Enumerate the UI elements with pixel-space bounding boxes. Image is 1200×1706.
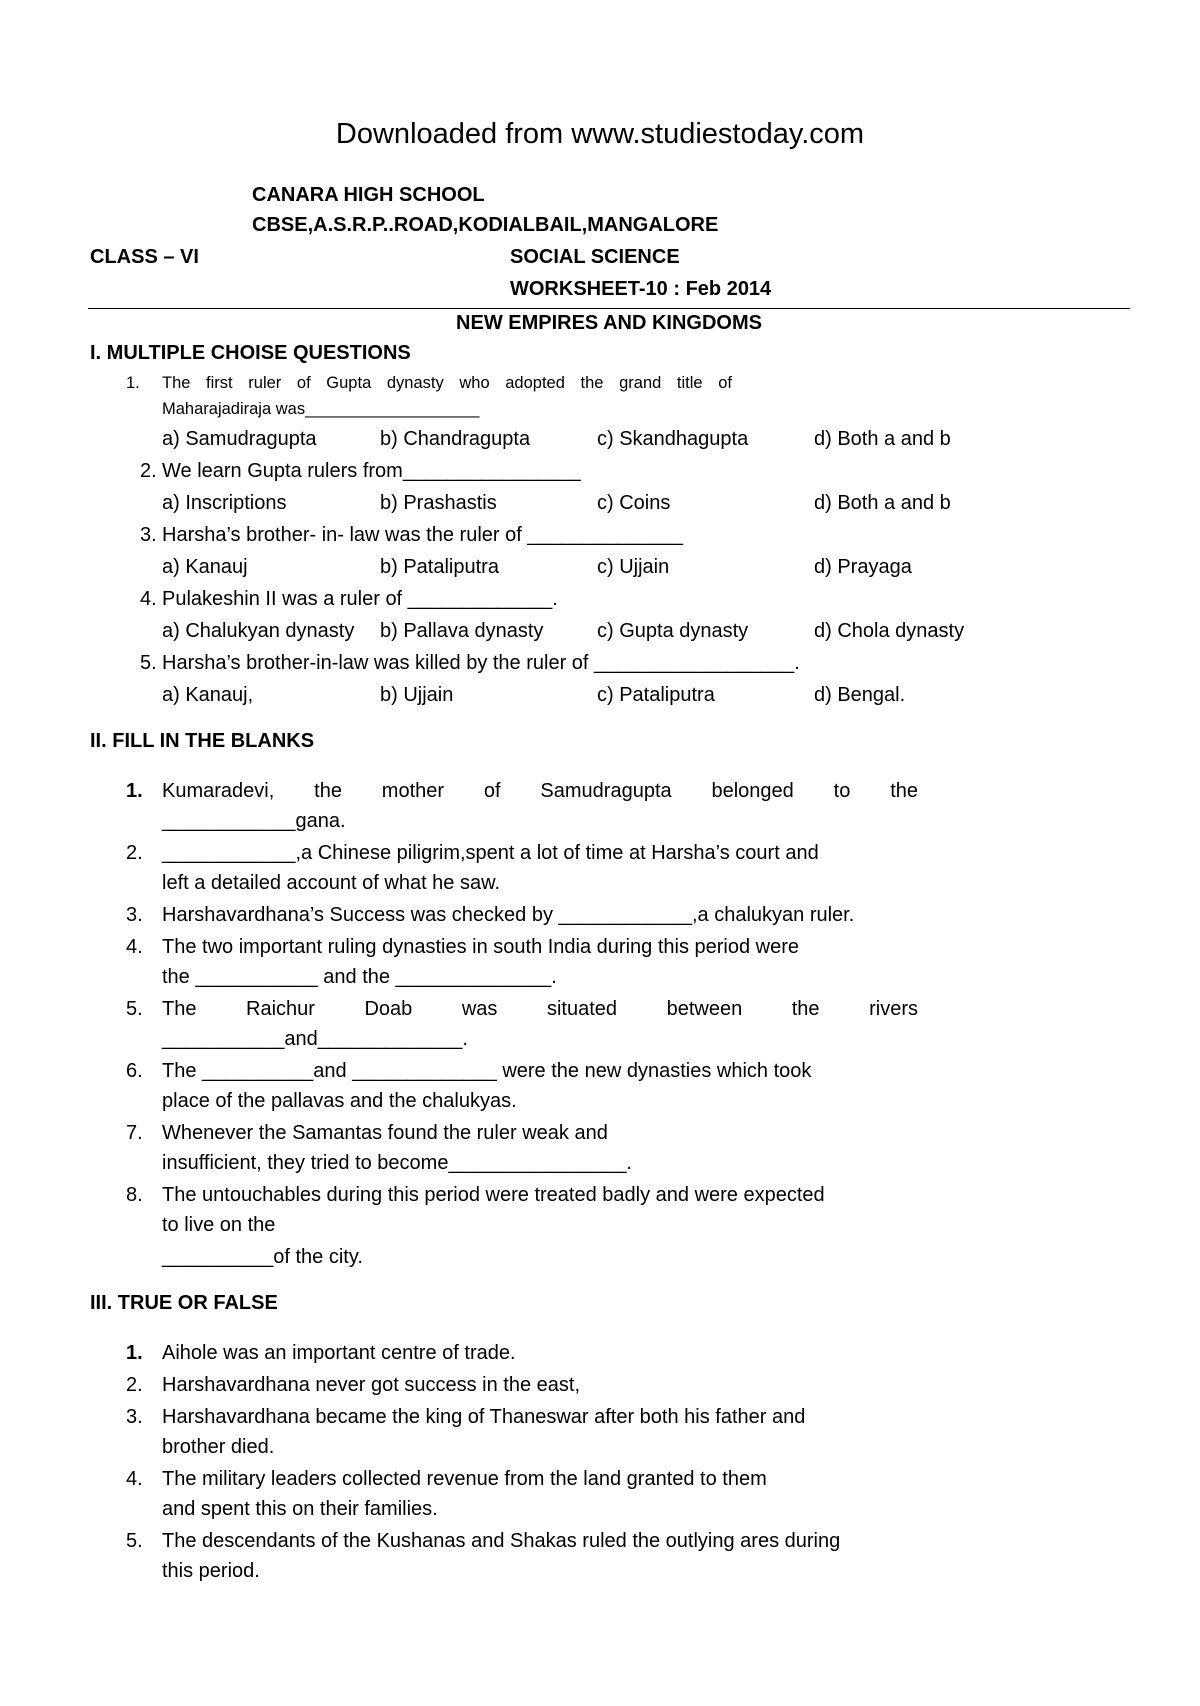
- subject-label: SOCIAL SCIENCE: [510, 246, 680, 268]
- item-line: Harshavardhana’s Success was checked by ____________,a chalukyan ruler.: [162, 904, 855, 926]
- question-line: The first ruler of Gupta dynasty who adopted the grand title of: [162, 374, 732, 392]
- item-line: brother died.: [162, 1436, 275, 1458]
- item-line: insufficient, they tried to become________________.: [162, 1152, 632, 1174]
- question-number: 4.: [140, 588, 157, 610]
- item-line: The two important ruling dynasties in south India during this period were: [162, 936, 800, 958]
- option-c: c) Skandhagupta: [597, 428, 749, 450]
- header-divider: [88, 308, 1130, 309]
- item-line: Aihole was an important centre of trade.: [162, 1342, 516, 1364]
- item-number: 5.: [126, 998, 143, 1020]
- option-a: a) Inscriptions: [162, 492, 287, 514]
- item-line: The __________and _____________ were the new dynasties which took: [162, 1060, 812, 1082]
- option-d: d) Both a and b: [814, 492, 951, 514]
- item-line: Kumaradevi, the mother of Samudragupta belonged to the: [162, 780, 918, 802]
- item-line: to live on the: [162, 1214, 276, 1236]
- worksheet-label: WORKSHEET-10 : Feb 2014: [510, 278, 772, 300]
- school-name: CANARA HIGH SCHOOL: [252, 184, 485, 206]
- item-line: ____________,a Chinese piligrim,spent a lot of time at Harsha’s court and: [162, 842, 819, 864]
- item-line: place of the pallavas and the chalukyas.: [162, 1090, 517, 1112]
- option-b: b) Ujjain: [380, 684, 454, 706]
- option-c: c) Pataliputra: [597, 684, 715, 706]
- item-text: [162, 780, 918, 803]
- option-c: c) Coins: [597, 492, 671, 514]
- item-number: 4.: [126, 936, 143, 958]
- item-line: left a detailed account of what he saw.: [162, 872, 500, 894]
- option-a: a) Chalukyan dynasty: [162, 620, 355, 642]
- item-line: Harshavardhana became the king of Thaneswar after both his father and: [162, 1406, 806, 1428]
- question-line: We learn Gupta rulers from________________: [162, 460, 581, 482]
- item-line: The descendants of the Kushanas and Shakas ruled the outlying ares during: [162, 1530, 841, 1552]
- item-number: 7.: [126, 1122, 143, 1144]
- question-number: 2.: [140, 460, 157, 482]
- section-heading-mcq: I. MULTIPLE CHOISE QUESTIONS: [90, 342, 411, 364]
- option-b: b) Prashastis: [380, 492, 497, 514]
- item-number: 5.: [126, 1530, 143, 1552]
- item-line: The military leaders collected revenue from the land granted to them: [162, 1468, 767, 1490]
- class-label: CLASS – VI: [90, 246, 199, 268]
- option-b: b) Chandragupta: [380, 428, 531, 450]
- item-line: The untouchables during this period were treated badly and were expected: [162, 1184, 825, 1206]
- option-d: d) Chola dynasty: [814, 620, 965, 642]
- item-line: The Raichur Doab was situated between the rivers: [162, 998, 918, 1020]
- item-number: 6.: [126, 1060, 143, 1082]
- question-line: Pulakeshin II was a ruler of _____________.: [162, 588, 558, 610]
- item-line: __________of the city.: [162, 1246, 363, 1268]
- item-number: 1.: [126, 780, 143, 802]
- item-number: 8.: [126, 1184, 143, 1206]
- option-c: c) Gupta dynasty: [597, 620, 749, 642]
- question-number: 5.: [140, 652, 157, 674]
- item-line: ___________and_____________.: [162, 1028, 468, 1050]
- item-number: 4.: [126, 1468, 143, 1490]
- option-d: d) Both a and b: [814, 428, 951, 450]
- item-line: Whenever the Samantas found the ruler weak and: [162, 1122, 608, 1144]
- question-line: Harsha’s brother- in- law was the ruler of ______________: [162, 524, 684, 546]
- item-line: Harshavardhana never got success in the east,: [162, 1374, 581, 1396]
- question-number: 3.: [140, 524, 157, 546]
- item-number: 3.: [126, 1406, 143, 1428]
- option-d: d) Bengal.: [814, 684, 906, 706]
- item-line: and spent this on their families.: [162, 1498, 438, 1520]
- item-number: 1.: [126, 1342, 143, 1364]
- watermark-text: Downloaded from www.studiestoday.com: [335, 118, 865, 150]
- question-text: [162, 374, 732, 393]
- option-a: a) Kanauj,: [162, 684, 254, 706]
- chapter-title: NEW EMPIRES AND KINGDOMS: [456, 312, 762, 334]
- item-line: the ___________ and the ______________.: [162, 966, 557, 988]
- section-heading-true-false: III. TRUE OR FALSE: [90, 1292, 278, 1314]
- item-line: ____________gana.: [162, 810, 346, 832]
- option-b: b) Pallava dynasty: [380, 620, 544, 642]
- item-number: 3.: [126, 904, 143, 926]
- section-heading-fill-blanks: II. FILL IN THE BLANKS: [90, 730, 315, 752]
- option-a: a) Samudragupta: [162, 428, 317, 450]
- item-text: [162, 998, 918, 1021]
- option-b: b) Pataliputra: [380, 556, 499, 578]
- option-c: c) Ujjain: [597, 556, 670, 578]
- item-line: this period.: [162, 1560, 260, 1582]
- question-line: Harsha’s brother-in-law was killed by the ruler of __________________.: [162, 652, 800, 674]
- question-line: Maharajadiraja was___________________: [162, 400, 480, 418]
- option-a: a) Kanauj: [162, 556, 248, 578]
- item-number: 2.: [126, 1374, 143, 1396]
- option-d: d) Prayaga: [814, 556, 912, 578]
- item-number: 2.: [126, 842, 143, 864]
- school-address: CBSE,A.S.R.P..ROAD,KODIALBAIL,MANGALORE: [252, 214, 719, 236]
- question-number: 1.: [126, 374, 140, 392]
